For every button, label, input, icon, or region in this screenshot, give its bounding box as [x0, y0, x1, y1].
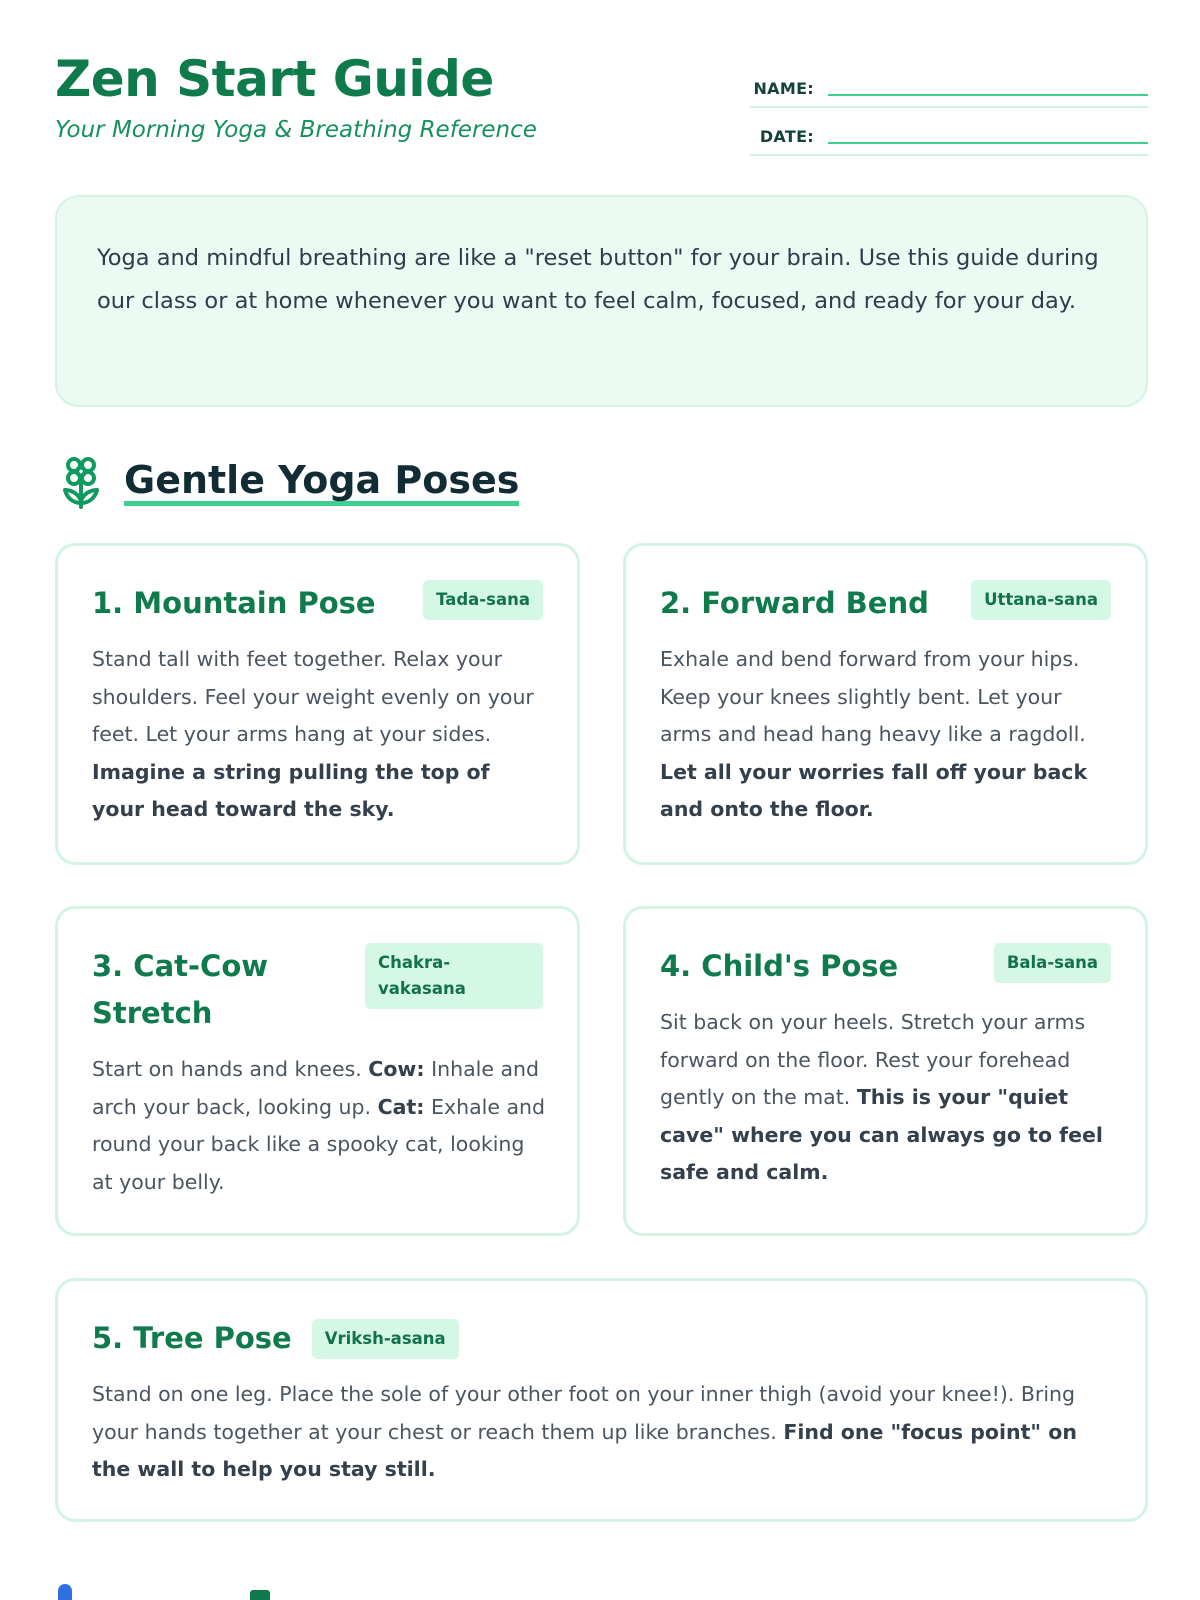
- name-field[interactable]: [750, 62, 1148, 108]
- pose-description: Sit back on your heels. Stretch your arms forward on the floor. Rest your forehead gently on the mat. This is your "quiet cave" where you can always go to feel safe and calm.: [660, 1010, 1103, 1184]
- pose-description: Stand tall with feet together. Relax your shoulders. Feel your weight evenly on your feet. Let your arms hang at your sides. Imagine a string pulling the top of your head toward the sky.: [92, 647, 534, 821]
- intro-box: [55, 195, 1148, 407]
- pose-title: 1. Mountain Pose: [92, 586, 376, 620]
- pose-description: Stand on one leg. Place the sole of your other foot on your inner thigh (avoid your knee!). Bring your hands together at your chest or reach them up like branches. Find one "focus point" on the wall to help you stay still.: [92, 1382, 1077, 1481]
- pose-tip: Let all your worries fall off your back and onto the floor.: [660, 759, 1088, 821]
- sanskrit-badge: Vriksh-asana: [312, 1319, 459, 1359]
- pose-tip: Imagine a string pulling the top of your head toward the sky.: [92, 759, 490, 821]
- pose-card-forward-bend: [623, 543, 1148, 865]
- name-date-fields: [750, 62, 1148, 156]
- name-line: [828, 94, 1148, 96]
- sanskrit-badge: Tada-sana: [423, 580, 543, 620]
- sanskrit-badge: Chakra-vakasana: [365, 943, 543, 1009]
- pose-title: 5. Tree Pose: [92, 1321, 292, 1355]
- pose-card-mountain: [55, 543, 580, 865]
- pose-title: 3. Cat-Cow Stretch: [92, 949, 269, 1030]
- date-label: DATE:: [759, 127, 814, 146]
- pose-title: 2. Forward Bend: [660, 586, 929, 620]
- pose-title: 4. Child's Pose: [660, 949, 899, 983]
- page-header: [55, 52, 537, 143]
- sanskrit-badge: Bala-sana: [994, 943, 1111, 983]
- page-title: Zen Start Guide: [55, 50, 494, 108]
- pose-tip: Find one "focus point" on the wall to help you stay still.: [92, 1419, 1077, 1481]
- name-label: NAME:: [753, 79, 814, 98]
- pose-card-tree: [55, 1278, 1148, 1522]
- pose-tip: This is your "quiet cave" where you can always go to feel safe and calm.: [660, 1085, 1103, 1184]
- pose-card-cat-cow: [55, 906, 580, 1236]
- next-section-title-fragment: [250, 1590, 270, 1600]
- flower-icon: [60, 455, 102, 511]
- date-field[interactable]: [750, 110, 1148, 156]
- intro-text: Yoga and mindful breathing are like a "reset button" for your brain. Use this guide during our class or at home whenever you want to feel calm, focused, and ready for your day.: [97, 245, 1099, 314]
- sanskrit-badge: Uttana-sana: [971, 580, 1111, 620]
- page-subtitle: Your Morning Yoga & Breathing Reference: [55, 117, 537, 143]
- pose-description: Exhale and bend forward from your hips. Keep your knees slightly bent. Let your arms and head hang heavy like a ragdoll. Let all your worries fall off your back and onto the floor.: [660, 647, 1088, 821]
- section-title: Gentle Yoga Poses: [124, 460, 519, 507]
- date-line: [828, 142, 1148, 144]
- pose-description: Start on hands and knees. Cow: Inhale and arch your back, looking up. Cat: Exhale and round your back like a spooky cat, looking at your belly.: [92, 1057, 546, 1194]
- next-section-icon: [58, 1584, 72, 1600]
- pose-card-childs-pose: [623, 906, 1148, 1236]
- section-header: [60, 455, 519, 511]
